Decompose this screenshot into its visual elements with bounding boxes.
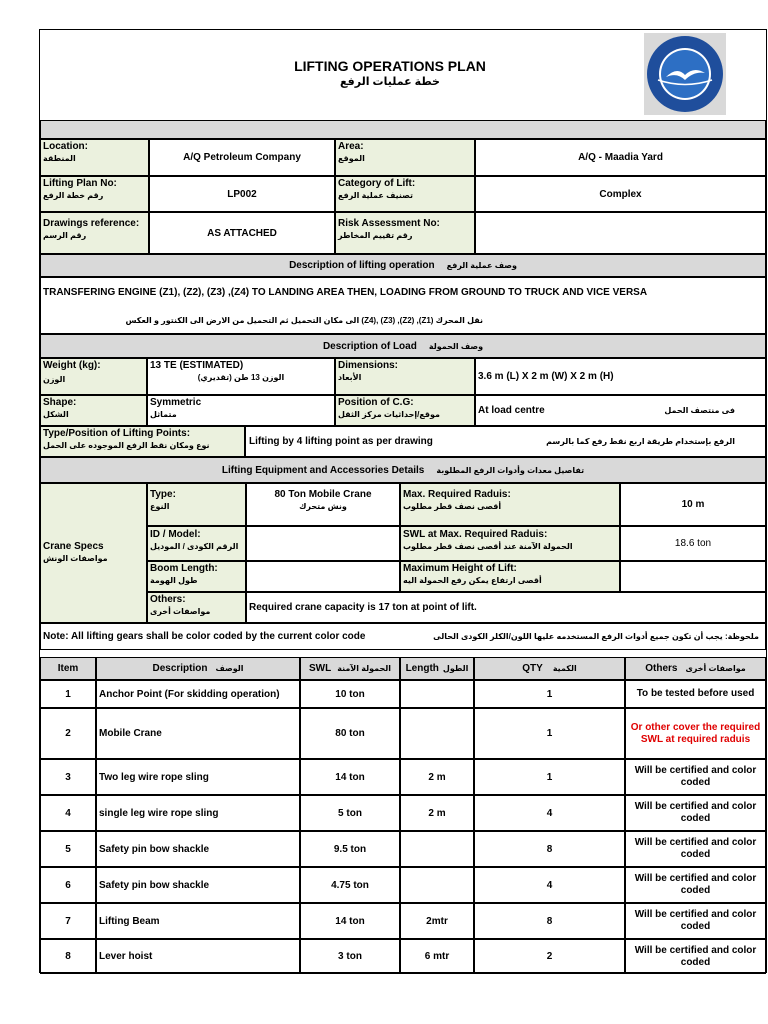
- header-swl: [300, 657, 400, 680]
- cg-value: At load centre: [478, 405, 545, 416]
- cg-label-cell: [335, 395, 475, 426]
- drawings-label-arabic: رقم الرسم: [43, 231, 87, 240]
- table-cell-swl: 80 ton: [300, 708, 400, 759]
- swl-value: 18.6 ton: [620, 526, 766, 561]
- equipment-section-header: [40, 457, 766, 483]
- risk-label: Risk Assessment No:: [338, 218, 440, 229]
- table-cell-length: [400, 680, 474, 708]
- dimensions-label: Dimensions:: [338, 360, 399, 371]
- table-cell-item: 1: [40, 680, 96, 708]
- header-description-arabic: الوصف: [215, 664, 244, 673]
- load-section-title-arabic: وصف الحمولة: [428, 341, 484, 351]
- header-swl-arabic: الحمولة الآمنة: [337, 664, 391, 673]
- risk-value: [475, 212, 766, 254]
- load-section-title: Description of Load: [322, 340, 417, 352]
- table-cell-swl: 3 ton: [300, 939, 400, 974]
- cg-label: Position of C.G:: [338, 397, 414, 408]
- model-label-arabic: الرقم الكودى / الموديل: [150, 542, 239, 551]
- dimensions-value: 3.6 m (L) X 2 m (W) X 2 m (H): [475, 358, 766, 395]
- weight-label-arabic: الوزن: [43, 375, 66, 384]
- weight-label: Weight (kg):: [43, 360, 101, 371]
- height-value: [620, 561, 766, 592]
- table-cell-others: Will be certified and color coded: [625, 795, 766, 831]
- equipment-section-title: Lifting Equipment and Accessories Details: [221, 464, 425, 476]
- boom-value: [246, 561, 400, 592]
- boom-label-arabic: طول الهومة: [150, 576, 198, 585]
- table-cell-others: Will be certified and color coded: [625, 903, 766, 939]
- operation-text: TRANSFERING ENGINE (Z1), (Z2), (Z3) ,(Z4) TO LANDING AREA THEN, LOADING FROM GROUND TO TRUCK AND VICE VERSA: [43, 287, 648, 298]
- header-others-label: Others: [645, 663, 678, 674]
- table-cell-length: 2 m: [400, 759, 474, 795]
- weight-value: 13 TE (ESTIMATED): [150, 360, 244, 371]
- drawings-value: AS ATTACHED: [149, 212, 335, 254]
- type-label: Type:: [150, 489, 176, 500]
- header-swl-label: SWL: [309, 663, 332, 674]
- model-value: [246, 526, 400, 561]
- type-value-arabic: ونش متحرك: [299, 502, 347, 511]
- plan-value: LP002: [149, 176, 335, 212]
- shape-value-arabic: متماثل: [150, 410, 177, 419]
- radius-label: Max. Required Raduis:: [403, 489, 511, 500]
- weight-label-cell: [40, 358, 147, 395]
- table-cell-qty: 2: [474, 939, 625, 974]
- table-cell-length: 6 mtr: [400, 939, 474, 974]
- points-value-arabic: الرفع بإستخدام طريقة اربع نقط رفع كما بالرسم: [546, 437, 735, 446]
- others-label-cell: [147, 592, 246, 623]
- radius-label-cell: [400, 483, 620, 526]
- location-label-arabic: المنطقة: [43, 154, 76, 163]
- cg-value-arabic: فى منتصف الحمل: [664, 406, 735, 415]
- table-cell-swl: 5 ton: [300, 795, 400, 831]
- height-label-arabic: أقصى ارتفاع يمكن رفع الحمولة اليه: [403, 576, 542, 585]
- operation-text-arabic: نقل المحرك (Z1), (Z2), (Z3) ,(Z4) الى مكان التحميل ثم التحميل من الارض الى الكنتور و العكس: [125, 316, 483, 325]
- shape-label-arabic: الشكل: [43, 410, 69, 419]
- table-cell-desc: Safety pin bow shackle: [96, 831, 300, 867]
- area-value: A/Q - Maadia Yard: [475, 139, 766, 176]
- note-text-arabic: ملحوظة: يجب أن تكون جميع أدوات الرفع المستخدمه عليها اللون/الكلر الكودى الحالى: [433, 632, 759, 641]
- header-length-label: Length: [405, 663, 439, 674]
- shape-value-cell: [147, 395, 335, 426]
- page-title-arabic: خطة عمليات الرفع: [340, 76, 440, 88]
- table-cell-swl: 4.75 ton: [300, 867, 400, 903]
- company-logo: [644, 33, 726, 115]
- table-cell-others: Will be certified and color coded: [625, 867, 766, 903]
- points-label-arabic: نوع ومكان نقط الرفع الموجوده على الحمل: [43, 441, 210, 450]
- header-qty-label: QTY: [522, 663, 543, 674]
- boom-label-cell: [147, 561, 246, 592]
- drawings-label-cell: [40, 212, 149, 254]
- header-item: Item: [40, 657, 96, 680]
- type-label-arabic: النوع: [150, 502, 170, 511]
- table-cell-swl: 14 ton: [300, 759, 400, 795]
- crane-specs-label-cell: [40, 483, 147, 623]
- others-label-arabic: مواصفات أخرى: [150, 607, 211, 616]
- swl-label: SWL at Max. Required Raduis:: [403, 529, 548, 540]
- category-label-arabic: تصنيف عملية الرفع: [338, 191, 414, 200]
- table-cell-desc: single leg wire rope sling: [96, 795, 300, 831]
- drawings-label: Drawings reference:: [43, 218, 140, 229]
- table-cell-length: 2 m: [400, 795, 474, 831]
- type-label-cell: [147, 483, 246, 526]
- header-length: [400, 657, 474, 680]
- table-cell-desc: Lifting Beam: [96, 903, 300, 939]
- table-cell-others: Will be certified and color coded: [625, 831, 766, 867]
- operation-description: [40, 277, 766, 334]
- shape-label: Shape:: [43, 397, 77, 408]
- plan-label-cell: [40, 176, 149, 212]
- model-label: ID / Model:: [150, 529, 201, 540]
- swl-label-cell: [400, 526, 620, 561]
- table-cell-qty: 4: [474, 795, 625, 831]
- category-value: Complex: [475, 176, 766, 212]
- table-cell-swl: 10 ton: [300, 680, 400, 708]
- table-cell-item: 6: [40, 867, 96, 903]
- table-cell-qty: 8: [474, 831, 625, 867]
- table-cell-qty: 8: [474, 903, 625, 939]
- header-length-arabic: الطول: [442, 664, 469, 673]
- table-cell-desc: Safety pin bow shackle: [96, 867, 300, 903]
- others-label: Others:: [150, 594, 186, 605]
- location-label-cell: [40, 139, 149, 176]
- model-label-cell: [147, 526, 246, 561]
- radius-value: 10 m: [620, 483, 766, 526]
- table-cell-item: 3: [40, 759, 96, 795]
- height-label-cell: [400, 561, 620, 592]
- points-label: Type/Position of Lifting Points:: [43, 428, 191, 439]
- table-cell-qty: 1: [474, 680, 625, 708]
- points-value-cell: [245, 426, 766, 457]
- cg-label-arabic: موقع/إحداثيات مركز الثقل: [338, 410, 440, 419]
- operation-section-title: Description of lifting operation: [289, 260, 435, 271]
- header: [40, 30, 766, 120]
- lifting-plan-sheet: [39, 29, 767, 973]
- note-row: [40, 623, 766, 650]
- radius-label-arabic: أقصى نصف قطر مطلوب: [403, 502, 502, 511]
- table-cell-qty: 1: [474, 759, 625, 795]
- table-cell-length: [400, 708, 474, 759]
- height-label: Maximum Height of Lift:: [403, 563, 517, 574]
- shape-label-cell: [40, 395, 147, 426]
- type-value-cell: [246, 483, 400, 526]
- table-cell-others: Will be certified and color coded: [625, 759, 766, 795]
- risk-label-cell: [335, 212, 475, 254]
- points-label-cell: [40, 426, 245, 457]
- table-cell-others: Will be certified and color coded: [625, 939, 766, 974]
- area-label: Area:: [338, 141, 364, 152]
- operation-section-header: [40, 254, 766, 277]
- table-cell-item: 7: [40, 903, 96, 939]
- table-cell-others: Or other cover the required SWL at required raduis: [625, 708, 766, 759]
- equipment-table: [40, 657, 766, 974]
- header-qty-arabic: الكمية: [552, 664, 577, 673]
- table-cell-item: 5: [40, 831, 96, 867]
- points-value: Lifting by 4 lifting point as per drawing: [249, 436, 433, 447]
- area-label-arabic: الموقع: [338, 154, 365, 163]
- table-cell-qty: 4: [474, 867, 625, 903]
- table-cell-desc: Anchor Point (For skidding operation): [96, 680, 300, 708]
- plan-label: Lifting Plan No:: [43, 178, 117, 189]
- table-cell-item: 2: [40, 708, 96, 759]
- risk-label-arabic: رقم تقييم المخاطر: [338, 231, 413, 240]
- note-text: Note: All lifting gears shall be color coded by the current color code: [43, 631, 366, 642]
- table-cell-item: 4: [40, 795, 96, 831]
- load-section-header: [40, 334, 766, 358]
- others-value: Required crane capacity is 17 ton at point of lift.: [246, 592, 766, 623]
- table-cell-desc: Mobile Crane: [96, 708, 300, 759]
- boom-label: Boom Length:: [150, 563, 218, 574]
- category-label: Category of Lift:: [338, 178, 416, 189]
- table-cell-desc: Two leg wire rope sling: [96, 759, 300, 795]
- weight-value-arabic: الوزن 13 طن (تقديري): [197, 373, 285, 382]
- plan-label-arabic: رقم خطة الرفع: [43, 191, 104, 200]
- header-others-arabic: مواصفات أخرى: [685, 664, 746, 673]
- crane-specs-label-arabic: مواصفات الونش: [43, 554, 108, 563]
- crane-specs-label: Crane Specs: [43, 541, 104, 552]
- equipment-section-title-arabic: تفاصيل معدات وأدوات الرفع المطلوبة: [436, 465, 585, 475]
- spacer-bar: [40, 120, 766, 139]
- table-cell-qty: 1: [474, 708, 625, 759]
- page-title: LIFTING OPERATIONS PLAN: [294, 58, 486, 74]
- table-cell-others: To be tested before used: [625, 680, 766, 708]
- table-cell-swl: 14 ton: [300, 903, 400, 939]
- header-description-label: Description: [152, 663, 208, 674]
- type-value: 80 Ton Mobile Crane: [274, 489, 372, 500]
- table-cell-desc: Lever hoist: [96, 939, 300, 974]
- table-cell-item: 8: [40, 939, 96, 974]
- dimensions-label-cell: [335, 358, 475, 395]
- swl-label-arabic: الحمولة الآمنة عند أقصى نصف قطر مطلوب: [403, 542, 573, 551]
- operation-section-title-arabic: وصف عملية الرفع: [446, 261, 517, 270]
- header-others: [625, 657, 766, 680]
- table-cell-length: [400, 867, 474, 903]
- weight-value-cell: [147, 358, 335, 395]
- cg-value-cell: [475, 395, 766, 426]
- location-label: Location:: [43, 141, 88, 152]
- table-cell-swl: 9.5 ton: [300, 831, 400, 867]
- table-cell-length: 2mtr: [400, 903, 474, 939]
- shape-value: Symmetric: [150, 397, 202, 408]
- dimensions-label-arabic: الأبعاد: [338, 373, 362, 382]
- header-description: [96, 657, 300, 680]
- header-qty: [474, 657, 625, 680]
- table-cell-length: [400, 831, 474, 867]
- area-label-cell: [335, 139, 475, 176]
- category-label-cell: [335, 176, 475, 212]
- location-value: A/Q Petroleum Company: [149, 139, 335, 176]
